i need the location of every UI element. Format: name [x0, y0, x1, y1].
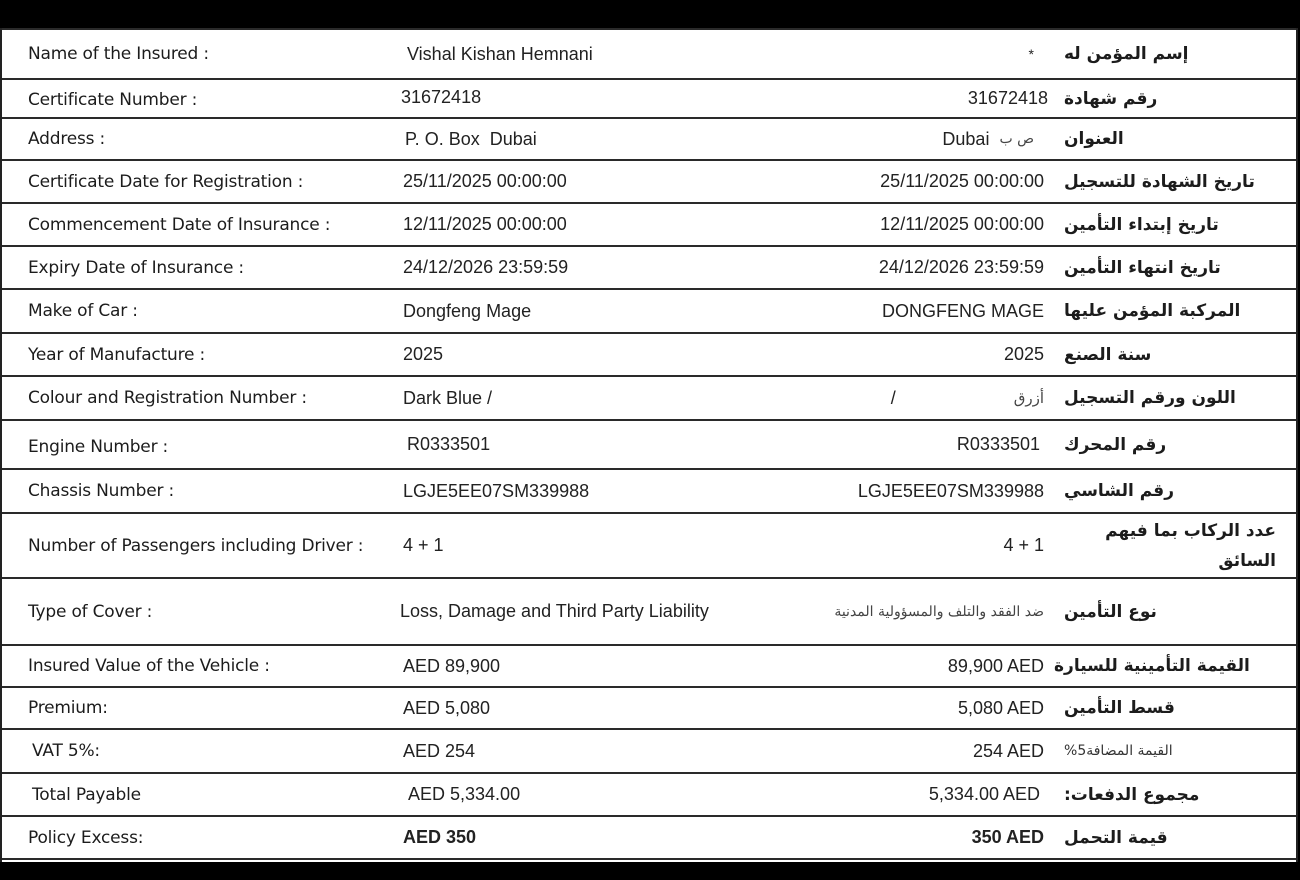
- value-en: R0333501: [407, 434, 491, 454]
- label-ar: تاريخ إبتداء التأمين: [1064, 214, 1219, 235]
- row-year-of-manufacture: [2, 334, 1296, 377]
- value-en: AED 350: [403, 827, 477, 847]
- row-insured-name: [2, 28, 1296, 80]
- label-ar: مجموع الدفعات:: [1064, 784, 1200, 805]
- value-ar: 2025: [1003, 344, 1044, 364]
- label-ar: تاريخ الشهادة للتسجيل: [1064, 171, 1255, 192]
- row-passengers: [2, 514, 1296, 579]
- label-en: Address :: [28, 129, 106, 149]
- label-ar: القيمة التأمينية للسيارة: [1054, 656, 1250, 676]
- row-commencement-date: [2, 204, 1296, 247]
- po-box-ar: ص ب: [999, 131, 1034, 147]
- value-en: 2025: [403, 344, 444, 364]
- cover-type-ar: ضد الفقد والتلف والمسؤولية المدنية: [834, 603, 1044, 620]
- value-en: 4 + 1: [403, 535, 444, 555]
- value-ar: 4 + 1: [1003, 535, 1044, 555]
- value-en: Loss, Damage and Third Party Liability: [400, 601, 709, 621]
- label-en: Year of Manufacture :: [28, 344, 206, 365]
- value-ar: [762, 579, 1044, 644]
- row-policy-excess: [2, 817, 1296, 860]
- label-en: Certificate Number :: [28, 90, 198, 110]
- value-en: AED 5,080: [403, 697, 491, 718]
- value-en: AED 89,900: [403, 655, 501, 676]
- value-en: AED 254: [403, 740, 476, 761]
- label-en: Colour and Registration Number :: [28, 388, 307, 408]
- value-ar: R0333501: [956, 434, 1040, 454]
- row-colour-registration: [2, 377, 1296, 421]
- label-ar: نوع التأمين: [1064, 601, 1157, 622]
- label-ar: رقم الشاسي: [1064, 481, 1174, 501]
- value-en: Dongfeng Mage: [403, 300, 532, 321]
- value-en: 25/11/2025 00:00:00: [403, 171, 567, 191]
- label-ar: رقم شهادة: [1064, 88, 1158, 109]
- value-ar: LGJE5EE07SM339988: [857, 480, 1044, 501]
- label-en: Certificate Date for Registration :: [28, 171, 304, 192]
- label-ar: اللون ورقم التسجيل: [1064, 388, 1236, 408]
- label-ar: سنة الصنع: [1064, 344, 1152, 365]
- value-ar: 350 AED: [971, 827, 1044, 847]
- value-en: LGJE5EE07SM339988: [403, 480, 590, 501]
- row-certificate-number: [2, 80, 1296, 119]
- label-en: Insured Value of the Vehicle :: [28, 656, 270, 676]
- value-en: 24/12/2026 23:59:59: [403, 257, 569, 277]
- row-total-payable: [2, 774, 1296, 817]
- label-en: Expiry Date of Insurance :: [28, 257, 244, 278]
- value-ar: 254 AED: [972, 740, 1044, 761]
- value-ar: 5,334.00 AED: [928, 784, 1040, 804]
- certificate-table: [0, 28, 1298, 862]
- top-black-band: [0, 0, 1300, 28]
- row-registration-date: [2, 161, 1296, 204]
- label-en: Name of the Insured :: [28, 44, 209, 64]
- label-en: Commencement Date of Insurance :: [28, 214, 331, 235]
- label-ar: قسط التأمين: [1064, 698, 1175, 718]
- value-ar: 12/11/2025 00:00:00: [880, 214, 1044, 234]
- registration-slash: /: [890, 387, 896, 408]
- label-ar: عدد الركاب بما فيهم السائق: [1105, 520, 1276, 571]
- label-en: Total Payable: [32, 784, 141, 805]
- bottom-black-band: [0, 862, 1300, 880]
- label-ar: إسم المؤمن له: [1064, 44, 1189, 64]
- value-ar: [762, 377, 1044, 419]
- label-en: Make of Car :: [28, 301, 138, 321]
- row-chassis-number: [2, 470, 1296, 514]
- label-ar: قيمة التحمل: [1064, 827, 1168, 848]
- value-ar: 31672418: [967, 88, 1048, 108]
- value-en: Vishal Kishan Hemnani: [407, 43, 593, 64]
- value-ar: [762, 119, 1034, 159]
- value-ar: 5,080 AED: [957, 697, 1044, 718]
- label-ar: المركبة المؤمن عليها: [1064, 301, 1241, 321]
- value-en: 12/11/2025 00:00:00: [403, 214, 567, 234]
- asterisk-mark: *: [1028, 46, 1034, 62]
- label-ar: رقم المحرك: [1064, 434, 1167, 455]
- value-en: 31672418: [401, 87, 482, 107]
- row-type-of-cover: [2, 579, 1296, 646]
- label-ar: العنوان: [1064, 129, 1124, 149]
- value-ar: DONGFENG MAGE: [881, 300, 1044, 321]
- value-ar: 24/12/2026 23:59:59: [878, 257, 1044, 277]
- row-address: [2, 119, 1296, 161]
- value-ar: 89,900 AED: [947, 655, 1044, 676]
- value-en: Dark Blue /: [403, 387, 493, 408]
- label-en: Type of Cover :: [28, 601, 153, 622]
- city-text: Dubai: [942, 128, 990, 149]
- label-en: Premium:: [28, 698, 108, 718]
- row-make-of-car: [2, 290, 1296, 334]
- label-en: Engine Number :: [28, 436, 169, 457]
- value-ar: 25/11/2025 00:00:00: [880, 171, 1044, 191]
- label-ar: القيمة المضافة5%: [1064, 743, 1173, 759]
- label-en: Chassis Number :: [28, 481, 174, 501]
- row-premium: [2, 688, 1296, 730]
- label-en: Number of Passengers including Driver :: [28, 535, 364, 556]
- row-insured-value: [2, 646, 1296, 688]
- value-en: AED 5,334.00: [408, 784, 521, 804]
- label-en: Policy Excess:: [28, 827, 144, 848]
- label-ar: تاريخ انتهاء التأمين: [1064, 257, 1221, 278]
- colour-ar: أزرق: [1013, 389, 1044, 407]
- value-ar: [762, 30, 1044, 78]
- row-vat: [2, 730, 1296, 774]
- value-en: P. O. Box Dubai: [405, 128, 537, 149]
- label-en: VAT 5%:: [32, 741, 100, 761]
- row-engine-number: [2, 421, 1296, 470]
- row-expiry-date: [2, 247, 1296, 290]
